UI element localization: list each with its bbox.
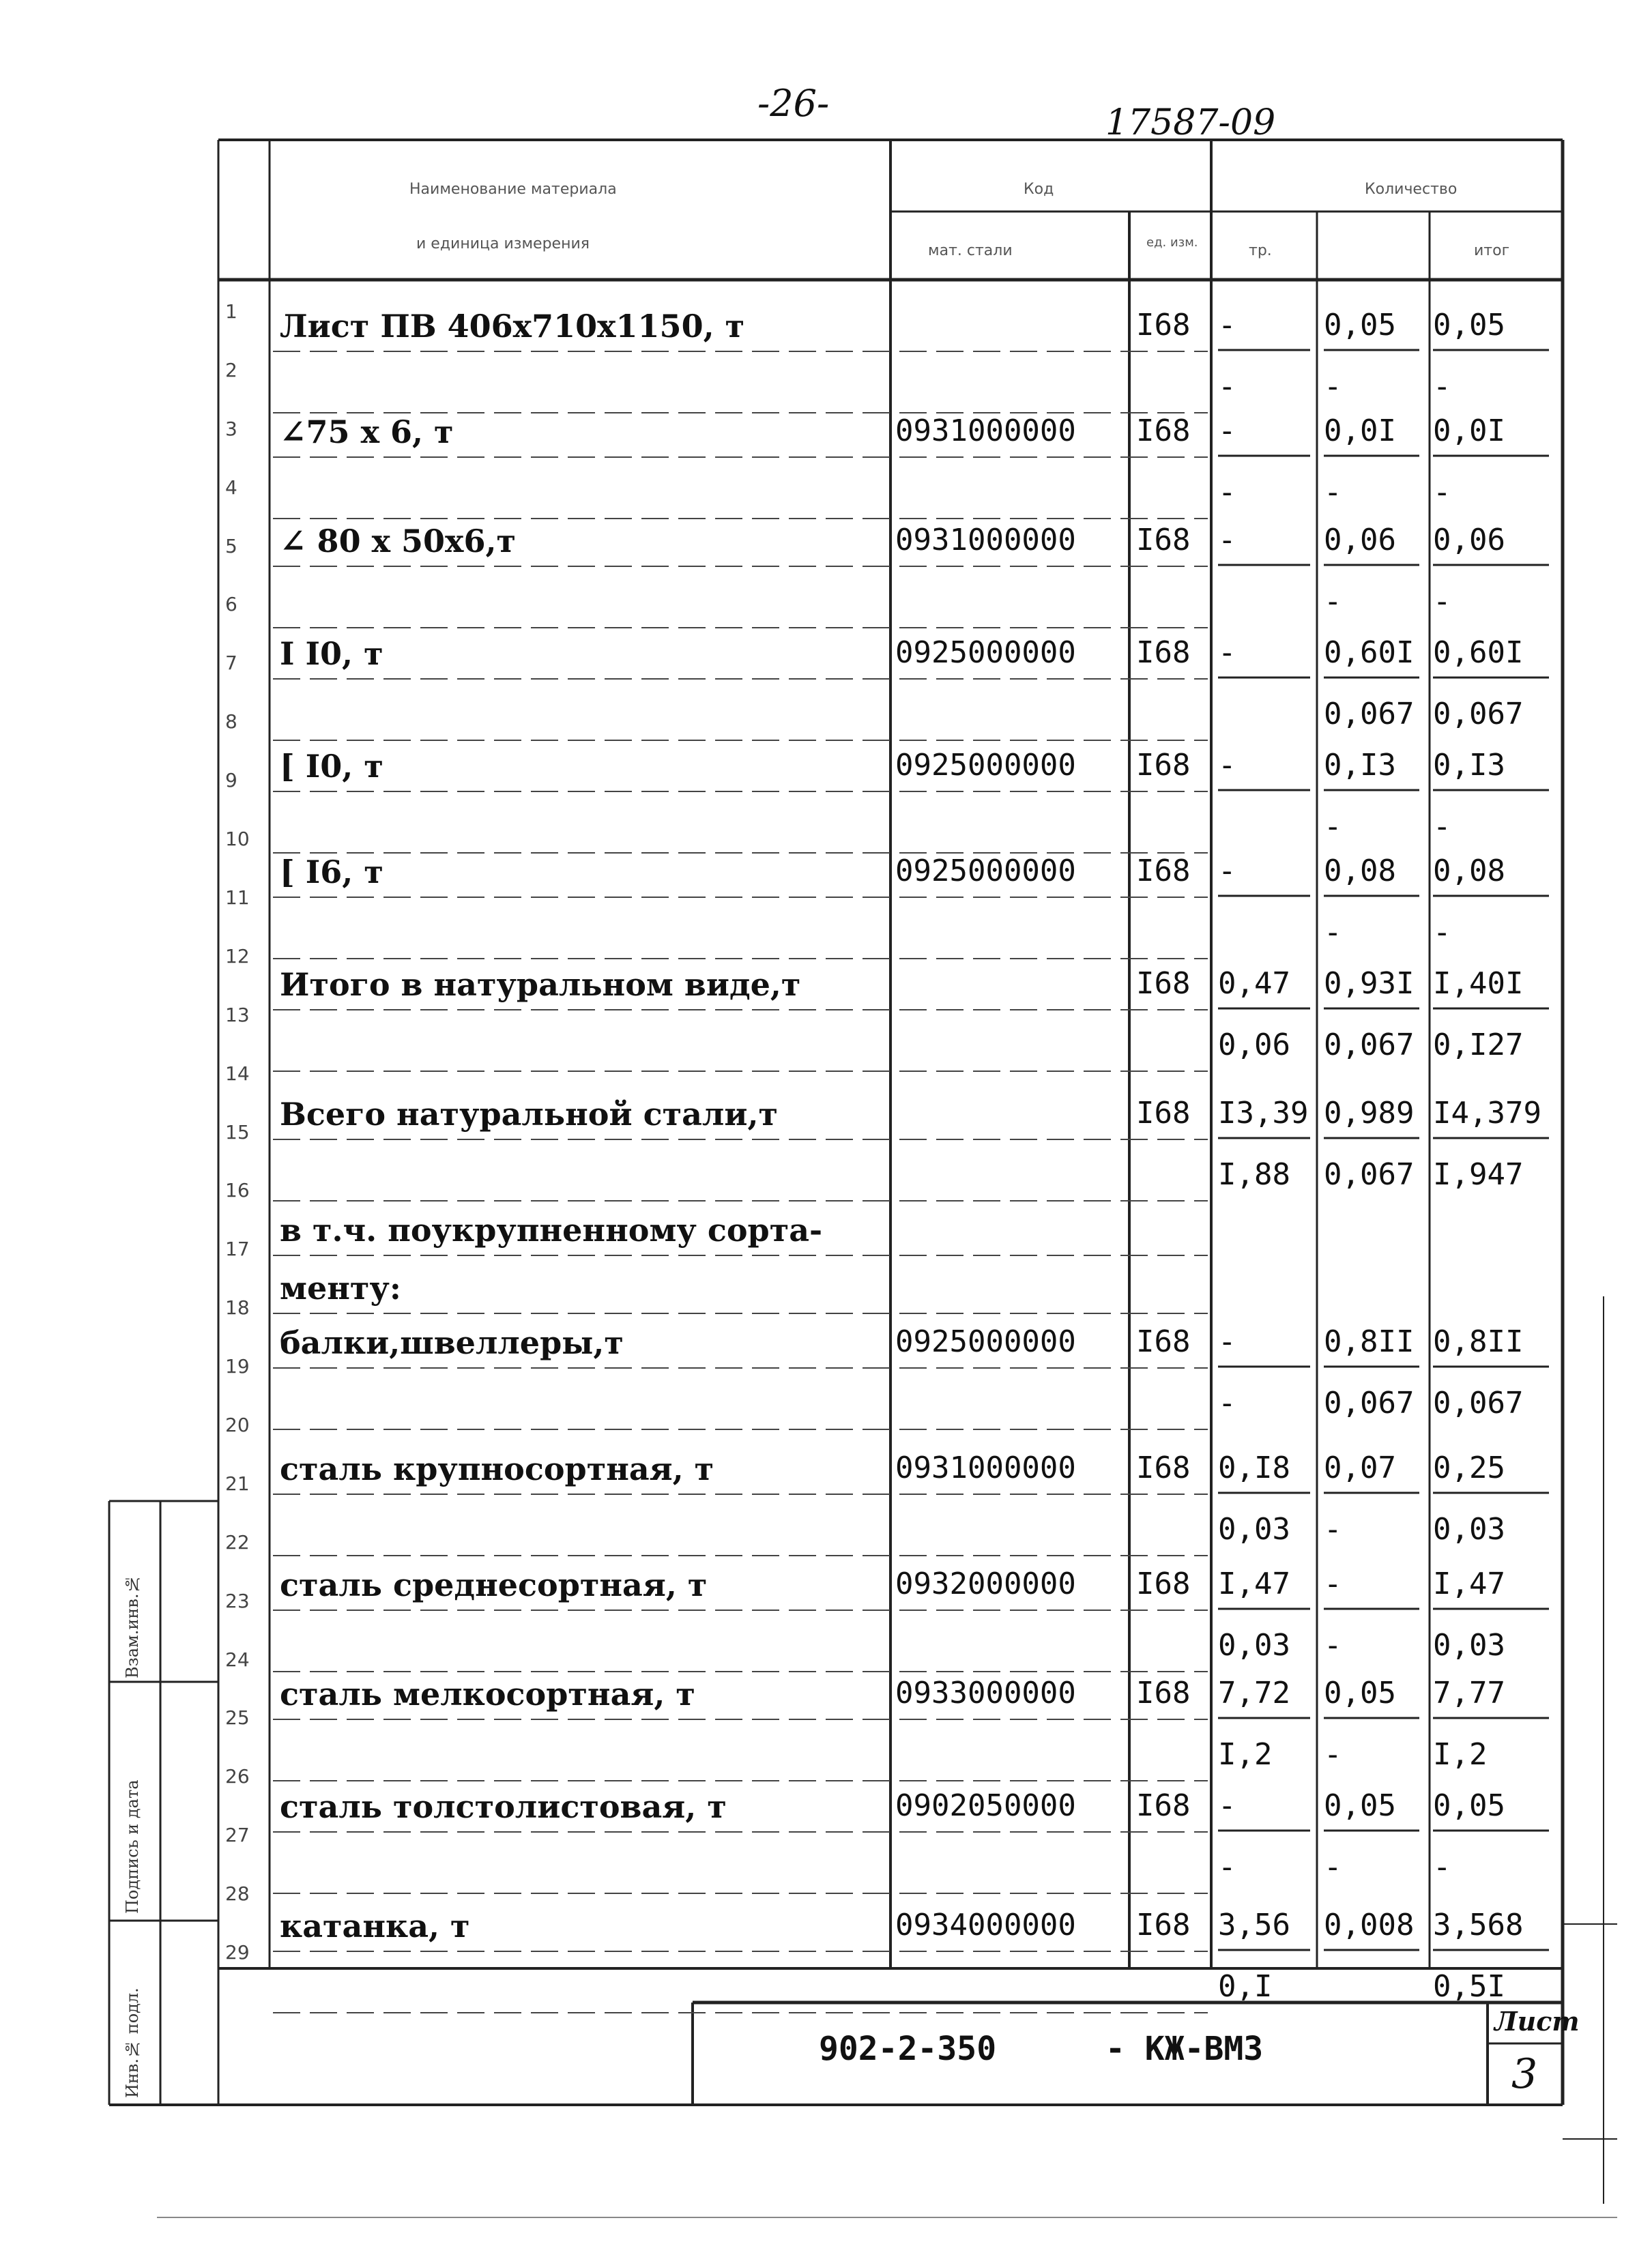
qty-3-secondary: -	[1433, 1850, 1451, 1884]
qty-1: -	[1218, 748, 1236, 783]
unit-code: I68	[1136, 635, 1191, 670]
unit-code: I68	[1136, 1324, 1191, 1359]
material-name: сталь среднесортная, т	[280, 1567, 708, 1603]
side-label-signature: Подпись и дата	[123, 1779, 142, 1914]
qty-2: 0,08	[1324, 854, 1396, 888]
header-name-line2: и единица измерения	[416, 235, 590, 252]
material-code: 0925000000	[895, 748, 1076, 783]
material-name: [ I0, т	[280, 748, 383, 785]
qty-3: 7,77	[1433, 1676, 1505, 1710]
qty-1: -	[1218, 1324, 1236, 1359]
row-number: 5	[225, 535, 237, 557]
qty-3: I4,379	[1433, 1096, 1541, 1131]
row-number: 7	[225, 652, 237, 674]
row-number: 1	[225, 300, 237, 323]
side-label-inv: Инв.№ подл.	[123, 1987, 142, 2098]
stamp-designation: 902-2-350	[819, 2030, 997, 2068]
material-name: I I0, т	[280, 635, 383, 672]
qty-1-secondary: 0,03	[1218, 1628, 1290, 1663]
row-number: 12	[225, 945, 250, 967]
material-code: 0925000000	[895, 1324, 1076, 1359]
qty-2-secondary: -	[1324, 475, 1342, 510]
qty-3-secondary: 0,5I	[1433, 1969, 1505, 2004]
row-number: 16	[225, 1179, 250, 1202]
qty-2-secondary: -	[1324, 915, 1342, 950]
qty-3-secondary: 0,I27	[1433, 1028, 1524, 1062]
qty-2: 0,008	[1324, 1908, 1415, 1942]
qty-2: 0,05	[1324, 308, 1396, 343]
qty-2-secondary: 0,067	[1324, 697, 1415, 731]
qty-1-secondary: 0,06	[1218, 1028, 1290, 1062]
qty-2: 0,60I	[1324, 635, 1415, 670]
qty-2-secondary: -	[1324, 1628, 1342, 1663]
qty-1-secondary: I,2	[1218, 1737, 1273, 1772]
side-label-replace: Взам.инв.№	[123, 1574, 142, 1678]
row-number: 4	[225, 476, 237, 499]
material-name: катанка, т	[280, 1908, 470, 1945]
row-number: 8	[225, 710, 237, 733]
row-number: 26	[225, 1765, 250, 1788]
qty-1: -	[1218, 1788, 1236, 1823]
unit-code: I68	[1136, 1908, 1191, 1942]
qty-2-secondary: 0,067	[1324, 1157, 1415, 1192]
qty-3: I,47	[1433, 1567, 1505, 1601]
material-name: сталь мелкосортная, т	[280, 1676, 695, 1713]
qty-1: -	[1218, 413, 1236, 448]
row-number: 25	[225, 1706, 250, 1729]
unit-code: I68	[1136, 748, 1191, 783]
qty-3: 0,25	[1433, 1451, 1505, 1485]
qty-3: 0,05	[1433, 308, 1505, 343]
row-number: 6	[225, 593, 237, 615]
unit-code: I68	[1136, 1451, 1191, 1485]
header-code-sub2: ед. изм.	[1146, 235, 1198, 250]
qty-1: 0,47	[1218, 966, 1290, 1001]
qty-3-secondary: -	[1433, 915, 1451, 950]
unit-code: I68	[1136, 1788, 1191, 1823]
material-name: ∠ 80 х 50х6,т	[280, 523, 516, 559]
qty-2-secondary: -	[1324, 1737, 1342, 1772]
qty-1-secondary: -	[1218, 1850, 1236, 1884]
qty-2: 0,I3	[1324, 748, 1396, 783]
qty-2-secondary: 0,067	[1324, 1386, 1415, 1421]
header-qty: Количество	[1365, 181, 1458, 198]
qty-2: 0,989	[1324, 1096, 1415, 1131]
qty-3-secondary: 0,03	[1433, 1512, 1505, 1547]
qty-3: I,40I	[1433, 966, 1524, 1001]
qty-2: 0,0I	[1324, 413, 1396, 448]
stamp-sheet-number: 3	[1511, 2050, 1538, 2098]
qty-2: 0,05	[1324, 1676, 1396, 1710]
qty-2: 0,8II	[1324, 1324, 1415, 1359]
header-qty-sub1: тр.	[1249, 242, 1272, 259]
material-name: Итого в натуральном виде,т	[280, 966, 801, 1003]
row-number: 17	[225, 1238, 250, 1260]
row-number: 14	[225, 1062, 250, 1085]
unit-code: I68	[1136, 966, 1191, 1001]
header-code: Код	[1024, 181, 1054, 198]
row-number: 24	[225, 1648, 250, 1671]
row-number: 2	[225, 359, 237, 381]
qty-1-secondary: 0,03	[1218, 1512, 1290, 1547]
qty-1: -	[1218, 635, 1236, 670]
qty-3-secondary: 0,067	[1433, 1386, 1524, 1421]
qty-2-secondary: -	[1324, 1850, 1342, 1884]
qty-1-secondary: -	[1218, 475, 1236, 510]
material-name: [ I6, т	[280, 854, 383, 890]
qty-3: 0,06	[1433, 523, 1505, 557]
row-number: 22	[225, 1531, 250, 1554]
qty-3: 0,05	[1433, 1788, 1505, 1823]
row-number: 13	[225, 1004, 250, 1026]
material-name: Лист ПВ 406х710х1150, т	[280, 308, 745, 345]
material-code: 0925000000	[895, 635, 1076, 670]
row-number: 11	[225, 886, 250, 909]
page-number: -26-	[757, 82, 830, 125]
qty-3-secondary: -	[1433, 584, 1451, 619]
qty-3: 0,60I	[1433, 635, 1524, 670]
row-number: 29	[225, 1941, 250, 1964]
qty-1: -	[1218, 523, 1236, 557]
row-number: 9	[225, 769, 237, 791]
material-name: ∠75 х 6, т	[280, 413, 454, 450]
qty-2-secondary: 0,067	[1324, 1028, 1415, 1062]
qty-2: -	[1324, 1567, 1342, 1601]
material-name: балки,швеллеры,т	[280, 1324, 624, 1361]
qty-2-secondary: -	[1324, 369, 1342, 404]
qty-1: I,47	[1218, 1567, 1290, 1601]
stamp-mark: - КЖ-ВМ3	[1105, 2030, 1264, 2068]
qty-1: I3,39	[1218, 1096, 1309, 1131]
material-code: 0932000000	[895, 1567, 1076, 1601]
row-number: 18	[225, 1296, 250, 1319]
row-number: 10	[225, 828, 250, 850]
material-code: 0931000000	[895, 413, 1076, 448]
material-code: 0933000000	[895, 1676, 1076, 1710]
qty-2-secondary: -	[1324, 809, 1342, 844]
material-name: менту:	[280, 1270, 401, 1307]
header-name-line1: Наименование материала	[409, 181, 617, 198]
unit-code: I68	[1136, 854, 1191, 888]
unit-code: I68	[1136, 1676, 1191, 1710]
qty-2-secondary: -	[1324, 1512, 1342, 1547]
qty-3-secondary: -	[1433, 369, 1451, 404]
stamp-sheet-label: Лист	[1494, 2006, 1580, 2037]
qty-1: -	[1218, 854, 1236, 888]
qty-3-secondary: I,947	[1433, 1157, 1524, 1192]
header-code-sub1: мат. стали	[928, 242, 1013, 259]
qty-2: 0,93I	[1324, 966, 1415, 1001]
row-number: 20	[225, 1414, 250, 1436]
unit-code: I68	[1136, 308, 1191, 343]
material-code: 0925000000	[895, 854, 1076, 888]
qty-1-secondary: I,88	[1218, 1157, 1290, 1192]
qty-3-secondary: I,2	[1433, 1737, 1488, 1772]
material-code: 0902050000	[895, 1788, 1076, 1823]
qty-1: 0,I8	[1218, 1451, 1290, 1485]
row-number: 3	[225, 418, 237, 440]
qty-2-secondary: -	[1324, 584, 1342, 619]
unit-code: I68	[1136, 1567, 1191, 1601]
unit-code: I68	[1136, 413, 1191, 448]
material-code: 0934000000	[895, 1908, 1076, 1942]
qty-1: 3,56	[1218, 1908, 1290, 1942]
qty-3-secondary: 0,03	[1433, 1628, 1505, 1663]
unit-code: I68	[1136, 523, 1191, 557]
qty-3-secondary: 0,067	[1433, 697, 1524, 731]
qty-3-secondary: -	[1433, 809, 1451, 844]
qty-3: 0,08	[1433, 854, 1505, 888]
row-number: 27	[225, 1824, 250, 1846]
qty-3: 3,568	[1433, 1908, 1524, 1942]
material-name: сталь толстолистовая, т	[280, 1788, 727, 1825]
row-number: 19	[225, 1355, 250, 1378]
qty-1: 7,72	[1218, 1676, 1290, 1710]
qty-2: 0,06	[1324, 523, 1396, 557]
qty-2: 0,05	[1324, 1788, 1396, 1823]
qty-1-secondary: -	[1218, 369, 1236, 404]
row-number: 28	[225, 1882, 250, 1905]
row-number: 15	[225, 1121, 250, 1144]
qty-1: -	[1218, 308, 1236, 343]
qty-3: 0,8II	[1433, 1324, 1524, 1359]
qty-3: 0,I3	[1433, 748, 1505, 783]
qty-1-secondary: 0,I	[1218, 1969, 1273, 2004]
qty-3: 0,0I	[1433, 413, 1505, 448]
row-number: 21	[225, 1472, 250, 1495]
material-name: Всего натуральной стали,т	[280, 1096, 778, 1133]
header-qty-sub3: итог	[1474, 242, 1510, 259]
qty-3-secondary: -	[1433, 475, 1451, 510]
material-code: 0931000000	[895, 1451, 1076, 1485]
qty-1-secondary: -	[1218, 1386, 1236, 1421]
qty-2: 0,07	[1324, 1451, 1396, 1485]
unit-code: I68	[1136, 1096, 1191, 1131]
material-code: 0931000000	[895, 523, 1076, 557]
material-name: сталь крупносортная, т	[280, 1451, 714, 1487]
doc-number: 17587-09	[1105, 102, 1276, 143]
row-number: 23	[225, 1590, 250, 1612]
material-name: в т.ч. поукрупненному сорта-	[280, 1212, 823, 1249]
